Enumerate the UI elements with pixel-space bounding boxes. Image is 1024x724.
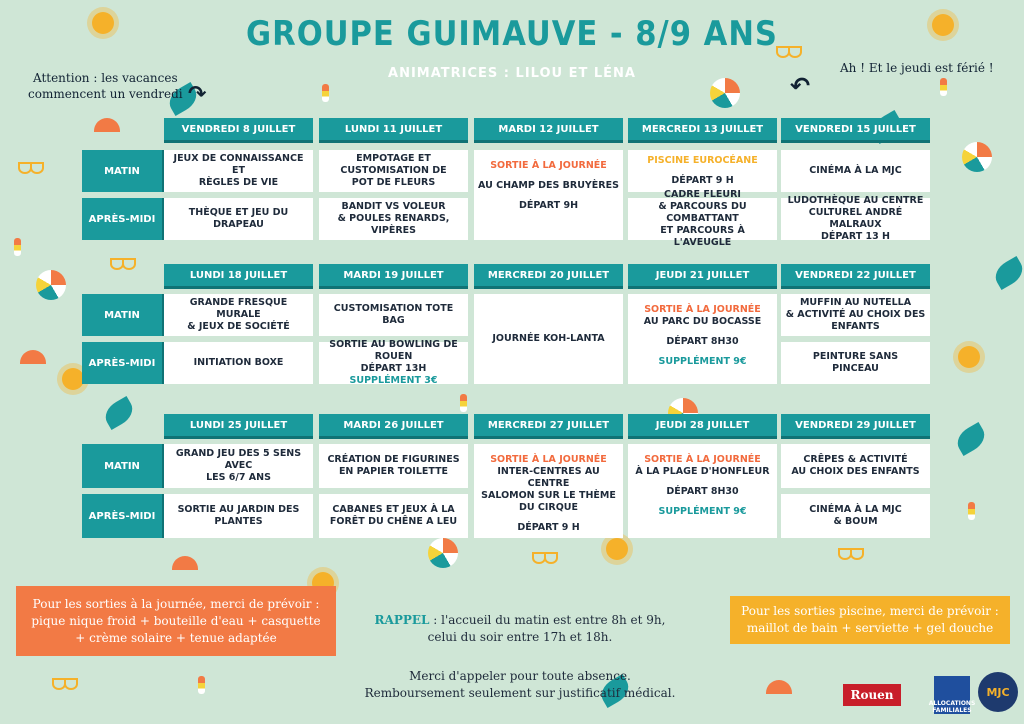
activity-line: ENFANTS <box>831 321 880 332</box>
activity-cell <box>319 444 468 488</box>
activity-cell <box>164 444 313 488</box>
page-title: GROUPE GUIMAUVE - 8/9 ANS <box>246 14 778 54</box>
activity-line: ET PARCOURS À L'AVEUGLE <box>660 225 745 248</box>
day-header: LUNDI 18 JUILLET <box>164 264 313 289</box>
sunglasses-icon <box>110 258 136 268</box>
activity-line: CULTUREL ANDRÉ MALRAUX <box>808 207 903 230</box>
sun-icon <box>958 346 980 368</box>
absence-line: Merci d'appeler pour toute absence. <box>409 669 631 683</box>
outing-label: SORTIE À LA JOURNÉE <box>490 160 607 171</box>
caf-logo: ALLOCATIONS FAMILIALES <box>934 676 970 714</box>
activity-cell <box>628 189 777 248</box>
activity-line: & BOUM <box>833 516 878 527</box>
row-label-morning: MATIN <box>82 444 165 488</box>
activity-cell <box>164 294 313 336</box>
cap-icon <box>766 680 792 694</box>
activity-line: PEINTURE SANS <box>812 351 899 362</box>
reminder-line: celui du soir entre 17h et 18h. <box>427 630 613 644</box>
activity-line: & ACTIVITÉ AU CHOIX DES <box>785 309 926 320</box>
palm-leaf-icon <box>101 396 138 430</box>
activity-line: LUDOTHÈQUE AU CENTRE <box>787 195 924 206</box>
activity-cell <box>164 198 313 240</box>
activity-line: AU CHAMP DES BRUYÈRES <box>478 180 619 191</box>
row-label-afternoon: APRÈS-MIDI <box>82 494 165 538</box>
outing-label: SORTIE À LA JOURNÉE <box>644 454 761 465</box>
activity-cell-fullday <box>628 444 777 538</box>
activity-line: BANDIT VS VOLEUR <box>341 201 446 212</box>
day-header: JEUDI 21 JUILLET <box>628 264 777 289</box>
activity-line: MUFFIN AU NUTELLA <box>799 297 912 308</box>
day-header: LUNDI 11 JUILLET <box>319 118 468 143</box>
activity-cell <box>319 294 468 336</box>
activity-line: CRÊPES & ACTIVITÉ <box>803 454 908 465</box>
day-header: VENDREDI 29 JUILLET <box>781 414 930 439</box>
beach-ball-icon <box>428 538 458 568</box>
activity-cell <box>781 342 930 384</box>
ice-cream-icon <box>14 238 21 256</box>
note-line: Attention : les vacances <box>32 71 178 85</box>
reminder-label: RAPPEL <box>374 613 430 627</box>
note-holiday: Ah ! Et le jeudi est férié ! <box>840 61 994 75</box>
activity-cell <box>319 494 468 538</box>
activity-cell-fullday <box>628 294 777 384</box>
activity-cell <box>781 150 930 192</box>
activity-cell <box>319 339 468 386</box>
activity-line: PLANTES <box>214 516 263 527</box>
reminder-text <box>370 612 670 646</box>
day-header: MERCREDI 20 JUILLET <box>474 264 623 289</box>
beach-ball-icon <box>710 78 740 108</box>
sun-icon <box>62 368 84 390</box>
activity-line: CADRE FLEURI <box>664 189 741 200</box>
activity-line: INTER-CENTRES AU CENTRE <box>497 466 600 489</box>
activity-line: CRÉATION DE FIGURINES <box>327 454 460 465</box>
cap-icon <box>172 556 198 570</box>
activity-line: SORTIE AU JARDIN DES <box>177 504 300 515</box>
activity-line: LES 6/7 ANS <box>206 472 271 483</box>
supplement-label: SUPPLÉMENT 3€ <box>349 375 438 386</box>
day-header: MERCREDI 13 JUILLET <box>628 118 777 143</box>
row-label-morning: MATIN <box>82 150 165 192</box>
outing-label: SORTIE À LA JOURNÉE <box>644 304 761 315</box>
activity-line: AU CHOIX DES ENFANTS <box>791 466 920 477</box>
activity-line: AU PARC DU BOCASSE <box>643 316 762 327</box>
sunglasses-icon <box>52 678 78 688</box>
activity-cell <box>628 150 777 192</box>
checklist-line: + crème solaire + tenue adaptée <box>75 630 277 645</box>
activity-line: DÉPART 9 H <box>517 522 580 533</box>
supplement-label: SUPPLÉMENT 9€ <box>658 506 747 517</box>
activity-cell-fullday <box>474 294 623 384</box>
sunglasses-icon <box>532 552 558 562</box>
activity-cell <box>319 198 468 240</box>
activity-line: EMPOTAGE ET <box>356 153 431 164</box>
arrow-icon: ↶ <box>790 72 811 100</box>
activity-cell <box>319 150 468 192</box>
sunglasses-icon <box>838 548 864 558</box>
activity-line: CINÉMA À LA MJC <box>809 504 902 515</box>
activity-cell <box>164 150 313 192</box>
activity-line: DU CIRQUE <box>518 502 578 513</box>
activity-line: CUSTOMISATION DE <box>340 165 447 176</box>
day-header: JEUDI 28 JUILLET <box>628 414 777 439</box>
activity-line: DÉPART 13H <box>360 363 427 374</box>
activity-line: DÉPART 8H30 <box>666 486 739 497</box>
palm-leaf-icon <box>991 256 1024 290</box>
cap-icon <box>94 118 120 132</box>
activity-cell-fullday <box>474 444 623 538</box>
activity-cell <box>781 494 930 538</box>
activity-line: SORTIE AU BOWLING DE ROUEN <box>329 339 458 362</box>
day-header: VENDREDI 15 JUILLET <box>781 118 930 143</box>
activity-line: SALOMON SUR LE THÈME <box>481 490 616 501</box>
activity-line: DÉPART 13 H <box>821 231 890 242</box>
absence-line: Remboursement seulement sur justificatif médical. <box>364 686 676 700</box>
arrow-icon: ↷ <box>188 82 207 107</box>
checklist-line: Pour les sorties piscine, merci de prévoir : <box>741 604 999 618</box>
reminder-line: : l'accueil du matin est entre 8h et 9h, <box>429 613 666 627</box>
ice-cream-icon <box>460 394 467 412</box>
activity-line: INITIATION BOXE <box>193 357 284 368</box>
day-header: MARDI 26 JUILLET <box>319 414 468 439</box>
activity-cell <box>781 294 930 336</box>
sunglasses-icon <box>18 162 44 172</box>
activity-line: CUSTOMISATION TOTE BAG <box>333 303 454 326</box>
activity-line: JEUX DE CONNAISSANCE ET <box>173 153 304 176</box>
activity-line: DÉPART 9 H <box>671 175 734 186</box>
sun-icon <box>606 538 628 560</box>
day-header: MERCREDI 27 JUILLET <box>474 414 623 439</box>
activity-line: THÈQUE ET JEU DU DRAPEAU <box>188 207 289 230</box>
outing-label: PISCINE EUROCÉANE <box>647 155 758 166</box>
activity-cell-fullday <box>474 150 623 240</box>
activity-line: EN PAPIER TOILETTE <box>338 466 449 477</box>
mjc-logo: MJC <box>978 672 1018 712</box>
activity-line: DÉPART 8H30 <box>666 336 739 347</box>
ice-cream-icon <box>968 502 975 520</box>
activity-line: & PARCOURS DU COMBATTANT <box>658 201 747 224</box>
row-label-afternoon: APRÈS-MIDI <box>82 198 165 240</box>
checklist-line: maillot de bain + serviette + gel douche <box>746 621 994 635</box>
day-header: LUNDI 25 JUILLET <box>164 414 313 439</box>
activity-line: GRANDE FRESQUE MURALE <box>189 297 288 320</box>
outing-label: SORTIE À LA JOURNÉE <box>490 454 607 465</box>
activity-line: RÈGLES DE VIE <box>198 177 279 188</box>
activity-cell <box>781 444 930 488</box>
activity-line: PINCEAU <box>832 363 879 374</box>
row-label-afternoon: APRÈS-MIDI <box>82 342 165 384</box>
activity-cell <box>164 494 313 538</box>
activity-line: CINÉMA À LA MJC <box>809 165 902 176</box>
activity-line: POT DE FLEURS <box>351 177 436 188</box>
row-label-morning: MATIN <box>82 294 165 336</box>
page-subtitle: ANIMATRICES : LILOU ET LÉNA <box>388 66 636 81</box>
ice-cream-icon <box>322 84 329 102</box>
beach-ball-icon <box>962 142 992 172</box>
activity-line: JOURNÉE KOH-LANTA <box>492 333 605 344</box>
activity-line: CABANES ET JEUX À LA <box>332 504 455 515</box>
checklist-line: pique nique froid + bouteille d'eau + casquette <box>31 613 321 628</box>
activity-line: FORÊT DU CHÊNE A LEU <box>329 516 458 527</box>
activity-line: DÉPART 9H <box>518 200 579 211</box>
note-line: commencent un vendredi <box>28 87 183 101</box>
day-header: MARDI 12 JUILLET <box>474 118 623 143</box>
outing-checklist-box <box>16 586 336 656</box>
ice-cream-icon <box>198 676 205 694</box>
note-vacation <box>28 70 183 102</box>
beach-ball-icon <box>36 270 66 300</box>
day-header: VENDREDI 8 JUILLET <box>164 118 313 143</box>
cap-icon <box>20 350 46 364</box>
rouen-logo: Rouen <box>843 684 901 706</box>
activity-line: À LA PLAGE D'HONFLEUR <box>635 466 770 477</box>
activity-line: & POULES RENARDS, VIPÈRES <box>337 213 450 236</box>
supplement-label: SUPPLÉMENT 9€ <box>658 356 747 367</box>
activity-line: & JEUX DE SOCIÉTÉ <box>187 321 290 332</box>
pool-checklist-box <box>730 596 1010 644</box>
day-header: VENDREDI 22 JUILLET <box>781 264 930 289</box>
activity-cell <box>781 195 930 242</box>
day-header: MARDI 19 JUILLET <box>319 264 468 289</box>
activity-line: GRAND JEU DES 5 SENS AVEC <box>175 448 302 471</box>
checklist-line: Pour les sorties à la journée, merci de prévoir : <box>32 596 320 611</box>
palm-leaf-icon <box>953 422 990 456</box>
absence-text <box>340 668 700 702</box>
activity-cell <box>164 342 313 384</box>
